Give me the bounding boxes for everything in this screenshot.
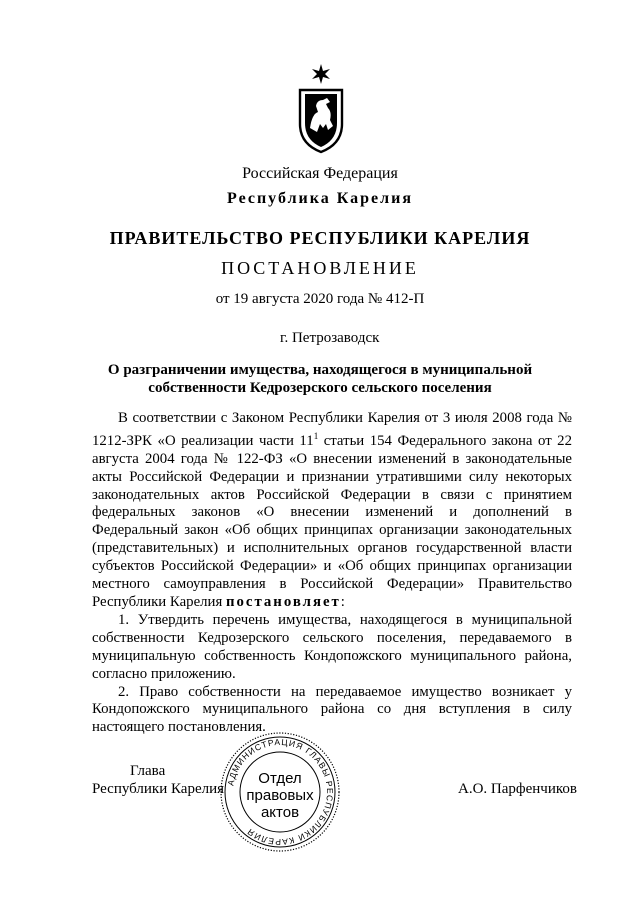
item-2: 2. Право собственности на передаваемое имущество возникает у Кондопожского муниципального района со дня вступления в силу настоящего постановления. [92,683,572,736]
decree-colon: : [340,593,345,610]
document-type: ПОСТАНОВЛЕНИЕ [221,258,419,278]
stamp-line-1: Отдел [258,770,302,787]
government-name: ПРАВИТЕЛЬСТВО РЕСПУБЛИКИ КАРЕЛИЯ [109,228,531,248]
document-subject [0,361,640,397]
subject-line-2: собственности Кедрозерского сельского поселения [148,380,492,396]
country-name: Российская Федерация [242,165,398,182]
item-1: 1. Утвердить перечень имущества, находящегося в муниципальной собственности Кедрозерского сельского поселения, передаваемого в муниципальную собственность Кондопожского муниципального района, согласно приложению. [92,611,572,682]
document-dateline: от 19 августа 2020 года № 412-П [215,291,425,307]
preamble-text-2: статьи 154 Федерального закона от 22 августа 2004 года № 122-ФЗ «О внесении изменений в законодательные акты Российской Федерации и признании утратившими силу некоторых законодательных актов Российской Федерации в связи с принятием федеральных законов «О внесении изменений и дополнений в Федеральный закон «Об общих принципах организации законодательных (представительных) и исполнительных органов государственной власти субъектов Российской Федерации» и «Об общих принципах организации местного самоуправления в Российской Федерации» Правительство Республики Карелия [92,432,572,610]
official-stamp-icon [218,730,342,854]
signature-name: А.О. Парфенчиков [458,781,577,797]
coat-of-arms-icon [296,62,346,154]
subject-line-1: О разграничении имущества, находящегося в муниципальной [107,362,533,378]
stamp-line-3: актов [260,804,300,821]
stamp-line-2: правовых [246,787,314,804]
signature-title-line-2: Республики Карелия [92,781,225,797]
preamble-superscript: 1 [313,430,319,441]
republic-name: Республика Карелия [227,190,413,207]
stamp-outer-text: АДМИНИСТРАЦИЯ ГЛАВЫ РЕСПУБЛИКИ КАРЕЛИЯ [225,736,336,848]
preamble-text-1: В соответствии с Законом Республики Карелия от 3 июля 2008 года № 1212-ЗРК «О реализации части 11 [92,410,572,449]
document-city: г. Петрозаводск [280,330,380,346]
decree-word: постановляет [225,593,341,610]
preamble-paragraph [92,410,572,612]
signature-title-line-1: Глава [130,763,166,779]
document-body [92,410,572,737]
